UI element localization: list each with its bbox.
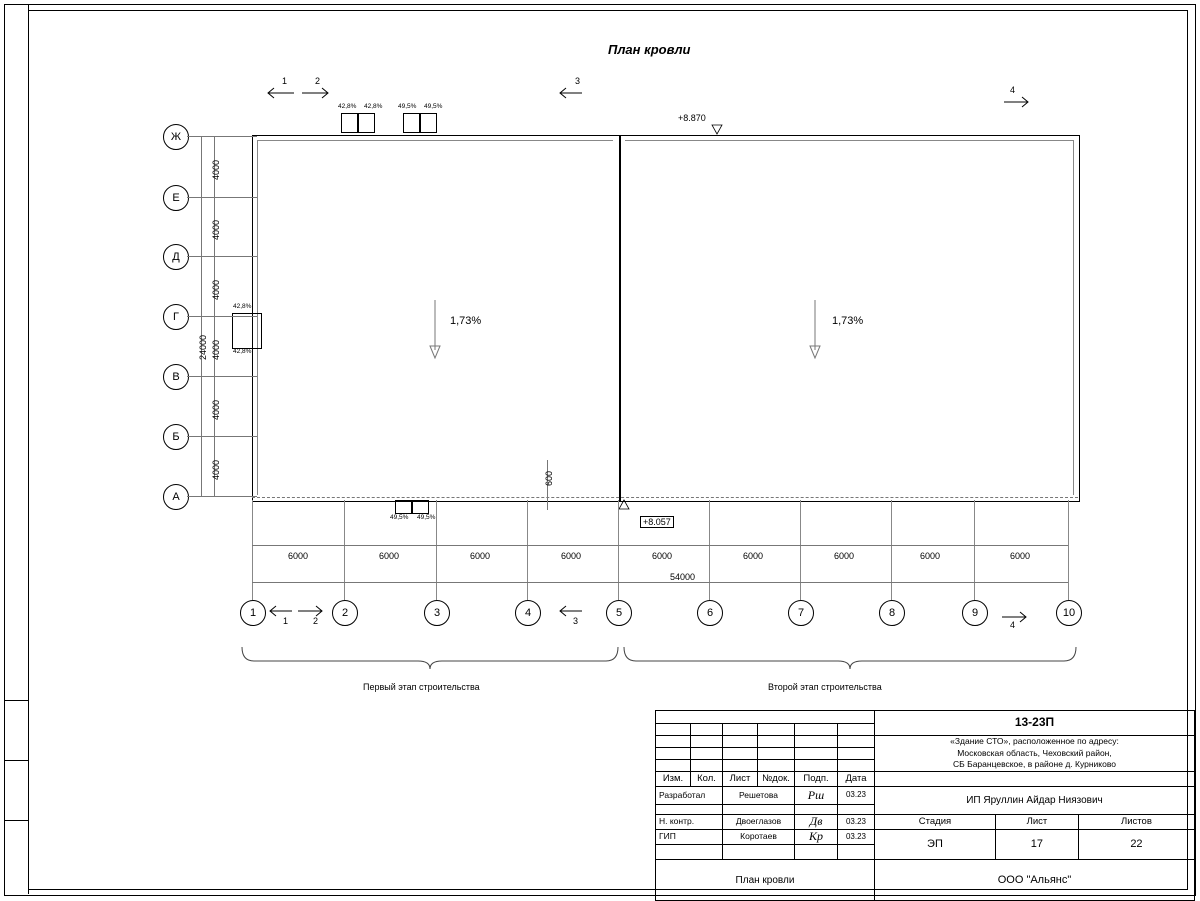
hdim-3: 6000 (470, 551, 491, 561)
elevation-top-arrow-icon (711, 124, 723, 136)
vdim-6: 4000 (211, 459, 221, 480)
section-label-4-bottom: 4 (1010, 620, 1016, 630)
roof-element-left (232, 313, 262, 349)
grid-line-5 (618, 500, 619, 600)
stamp-object-line-3: СБ Баранцевское, в районе д. Курниково (953, 759, 1116, 770)
axis-circle-a[interactable]: А (163, 484, 189, 510)
axis-circle-7[interactable]: 7 (788, 600, 814, 626)
stamp-code: 13-23П (875, 711, 1195, 736)
vertical-overall-dim-line (201, 136, 202, 496)
stamp-role-2: Н. контр. (656, 815, 723, 830)
section-label-3-bottom: 3 (573, 616, 579, 626)
section-label-1-top: 1 (282, 76, 288, 86)
axis-circle-v[interactable]: В (163, 364, 189, 390)
stage-label-right: Второй этап строительства (768, 682, 882, 692)
stamp-signature-2: Дв (795, 815, 838, 830)
stamp-name-1: Решетова (723, 787, 795, 805)
hdim-1: 6000 (288, 551, 309, 561)
axis-circle-d[interactable]: Д (163, 244, 189, 270)
stage-brace-right-icon (622, 645, 1078, 671)
grid-line-2 (344, 500, 345, 600)
vdim-2: 4000 (211, 219, 221, 240)
hdim-2: 6000 (379, 551, 400, 561)
stamp-date-2: 03.23 (838, 815, 875, 830)
slope-label-right: 1,73% (832, 315, 864, 327)
stamp-object-line-2: Московская область, Чеховский район, (957, 747, 1112, 758)
stamp-sheets-header: Листов (1078, 815, 1194, 830)
axis-circle-10[interactable]: 10 (1056, 600, 1082, 626)
stage-label-left: Первый этап строительства (363, 682, 480, 692)
stamp-role-3: ГИП (656, 830, 723, 845)
axis-leader-b (187, 436, 257, 437)
axis-leader-a (187, 496, 257, 497)
section-label-3-top: 3 (575, 76, 581, 86)
hdim-overall: 54000 (670, 572, 696, 582)
title-block (655, 710, 1195, 901)
roof-top-dim-3: 49,5% (398, 103, 417, 110)
stamp-stage-header: Стадия (875, 815, 996, 830)
stamp-signature-3: Кр (795, 830, 838, 845)
vdim-3: 4000 (211, 279, 221, 300)
vertical-dim-chain (214, 136, 215, 496)
axis-leader-g (187, 316, 257, 317)
slope-arrow-left-icon (425, 300, 445, 360)
axis-circle-b[interactable]: Б (163, 424, 189, 450)
grid-line-1 (252, 500, 253, 600)
axis-circle-e[interactable]: Е (163, 185, 189, 211)
stamp-col-ndok: №док. (758, 772, 795, 787)
axis-leader-v (187, 376, 257, 377)
slope-label-left: 1,73% (450, 315, 482, 327)
stamp-customer: ИП Яруллин Айдар Ниязович (875, 787, 1195, 815)
stamp-col-data: Дата (838, 772, 875, 787)
section-mark-4-bottom-icon (1000, 610, 1040, 624)
section-mark-4-top-icon (1002, 95, 1042, 109)
stamp-stage-value: ЭП (875, 830, 996, 860)
vdim-5: 4000 (211, 399, 221, 420)
stamp-col-list: Лист (723, 772, 758, 787)
roof-inner-edge-right (1073, 140, 1074, 495)
parapet-dim-label: 600 (544, 470, 554, 486)
roof-element-top-4 (419, 113, 437, 133)
stamp-name-2: Двоеглазов (723, 815, 795, 830)
axis-leader-e (187, 197, 257, 198)
stamp-signature-1: Рш (795, 787, 838, 805)
hdim-7: 6000 (834, 551, 855, 561)
axis-leader-d (187, 256, 257, 257)
section-mark-3-top-icon (558, 86, 598, 100)
axis-circle-9[interactable]: 9 (962, 600, 988, 626)
roof-inner-edge-top-right (625, 140, 1073, 141)
stamp-sheets-value: 22 (1078, 830, 1194, 860)
stamp-sheet-value: 17 (995, 830, 1078, 860)
stamp-col-izm: Изм. (656, 772, 691, 787)
grid-line-9 (974, 500, 975, 600)
hdim-9: 6000 (1010, 551, 1031, 561)
horizontal-dim-chain (252, 545, 1068, 546)
elevation-bottom-label: +8.057 (640, 516, 674, 528)
vdim-overall: 24000 (198, 334, 208, 360)
horizontal-overall-dim-line (252, 582, 1068, 583)
stamp-sheet-header: Лист (995, 815, 1078, 830)
axis-circle-6[interactable]: 6 (697, 600, 723, 626)
axis-circle-zh[interactable]: Ж (163, 124, 189, 150)
roof-element-bottom-2 (411, 500, 429, 514)
stage-brace-left-icon (240, 645, 620, 671)
axis-leader-zh (187, 136, 257, 137)
section-label-1-bottom: 1 (283, 616, 289, 626)
roof-bottom-dim-1: 49,5% (390, 514, 409, 521)
left-margin-cell-3 (4, 820, 28, 895)
stamp-sheet-name: План кровли (656, 860, 875, 901)
stamp-date-1: 03.23 (838, 787, 875, 805)
axis-circle-1[interactable]: 1 (240, 600, 266, 626)
grid-line-7 (800, 500, 801, 600)
section-label-2-top: 2 (315, 76, 321, 86)
axis-circle-g[interactable]: Г (163, 304, 189, 330)
elevation-top-label: +8.870 (678, 113, 706, 123)
stamp-date-3: 03.23 (838, 830, 875, 845)
roof-bottom-dashed-line (252, 497, 1078, 498)
roof-left-dim-1: 42,8% (233, 303, 252, 310)
roof-top-dim-2: 42,8% (364, 103, 383, 110)
hdim-4: 6000 (561, 551, 582, 561)
hdim-5: 6000 (652, 551, 673, 561)
stamp-object-line-1: «Здание СТО», расположенное по адресу: (950, 736, 1119, 747)
roof-inner-edge-top-left (257, 140, 613, 141)
stamp-name-3: Коротаев (723, 830, 795, 845)
vdim-1: 4000 (211, 159, 221, 180)
section-label-2-bottom: 2 (313, 616, 319, 626)
hdim-8: 6000 (920, 551, 941, 561)
vdim-4: 4000 (211, 339, 221, 360)
stamp-company: ООО "Альянс" (875, 860, 1195, 901)
left-margin-cell-2 (4, 760, 28, 821)
axis-circle-5[interactable]: 5 (606, 600, 632, 626)
roof-top-dim-1: 42,8% (338, 103, 357, 110)
axis-circle-3[interactable]: 3 (424, 600, 450, 626)
section-label-4-top: 4 (1010, 85, 1016, 95)
stamp-role-1: Разработал (656, 787, 723, 805)
slope-arrow-right-icon (805, 300, 825, 360)
axis-circle-2[interactable]: 2 (332, 600, 358, 626)
roof-left-dim-2: 42,8% (233, 348, 252, 355)
left-margin-cell-1 (4, 700, 28, 761)
grid-line-4 (527, 500, 528, 600)
roof-element-top-2 (357, 113, 375, 133)
grid-line-10 (1068, 500, 1069, 600)
stamp-col-podp: Подп. (795, 772, 838, 787)
roof-top-dim-4: 49,5% (424, 103, 443, 110)
grid-line-8 (891, 500, 892, 600)
stamp-col-kol: Кол. (691, 772, 723, 787)
grid-line-6 (709, 500, 710, 600)
axis-circle-8[interactable]: 8 (879, 600, 905, 626)
page-title: План кровли (608, 42, 691, 57)
elevation-bottom-arrow-icon (618, 497, 630, 511)
grid-line-3 (436, 500, 437, 600)
hdim-6: 6000 (743, 551, 764, 561)
roof-bottom-dim-2: 49,5% (417, 514, 436, 521)
axis-circle-4[interactable]: 4 (515, 600, 541, 626)
section-mark-2-top-icon (300, 86, 350, 100)
